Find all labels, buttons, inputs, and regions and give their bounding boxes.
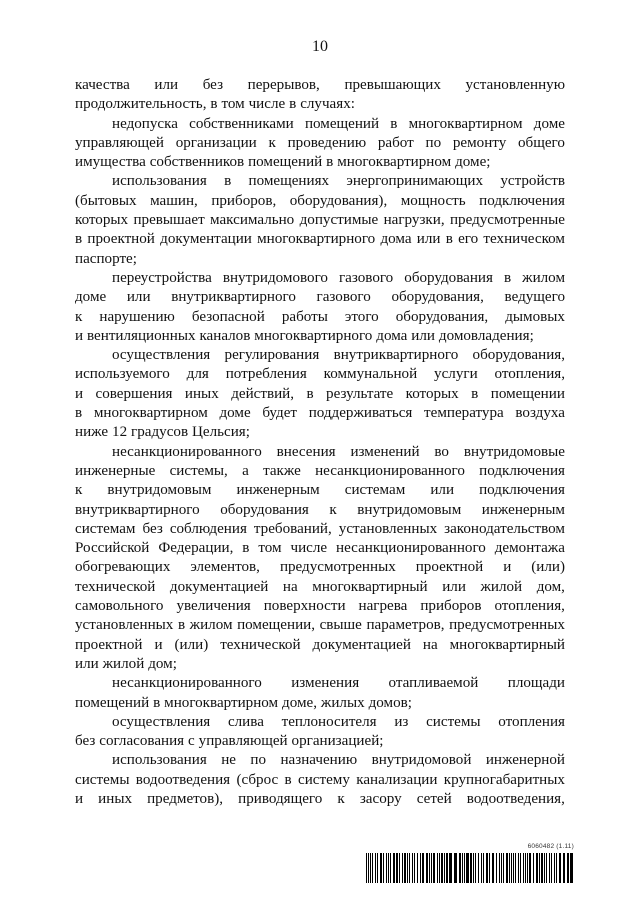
barcode-label: 6060482 (1.11) — [527, 843, 574, 850]
text-line: несанкционированного изменения отапливаемой площади — [112, 675, 565, 692]
text-line: установленных в жилом помещении, свыше параметров, предусмотренных — [75, 617, 565, 634]
text-line: проектной и (или) технической документацией на многоквартирный — [75, 636, 565, 653]
text-line: или жилой дом; — [75, 655, 177, 672]
text-line: Российской Федерации, в том числе несанкционированного демонтажа — [75, 540, 565, 557]
text-line: технической документацией на многоквартирный или жилой дом, — [75, 578, 565, 595]
text-line: использования не по назначению внутридомовой инженерной — [112, 752, 565, 769]
text-line: ниже 12 градусов Цельсия; — [75, 424, 250, 441]
text-line: самовольного увеличения поверхности нагрева приборов отопления, — [75, 598, 565, 615]
text-line: без согласования с управляющей организацией; — [75, 733, 384, 750]
text-line: продолжительность, в том числе в случаях: — [75, 96, 355, 113]
text-line: доме или внутриквартирного газового оборудования, ведущего — [75, 289, 565, 306]
text-line: и иных предметов), приводящего к засору сетей водоотведения, — [75, 790, 565, 807]
text-line: к нарушению безопасной работы этого оборудования, дымовых — [75, 308, 565, 325]
text-line: использования в помещениях энергопринимающих устройств — [112, 173, 565, 190]
text-line: паспорте; — [75, 250, 137, 267]
text-line: инженерные системы, а также несанкционированного подключения — [75, 462, 565, 479]
text-line: несанкционированного внесения изменений во внутридомовые — [112, 443, 565, 460]
text-line: переустройства внутридомового газового оборудования в жилом — [112, 269, 565, 286]
text-line: недопуска собственниками помещений в многоквартирном доме — [112, 115, 565, 132]
text-line: осуществления регулирования внутриквартирного оборудования, — [112, 347, 565, 364]
text-line: обогревающих элементов, предусмотренных проектной и (или) — [75, 559, 565, 576]
document-body — [75, 76, 565, 809]
text-line: осуществления слива теплоносителя из системы отопления — [112, 713, 565, 730]
text-line: используемого для потребления коммунальной услуги отопления, — [75, 366, 565, 383]
text-line: и совершения иных действий, в результате которых в помещении — [75, 385, 565, 402]
text-line: управляющей организации к проведению работ по ремонту общего — [75, 134, 565, 151]
page-number: 10 — [312, 38, 328, 55]
text-line: которых превышает максимально допустимые нагрузки, предусмотренные — [75, 212, 565, 229]
text-line: в многоквартирном доме будет поддерживаться температура воздуха — [75, 405, 565, 422]
text-line: и вентиляционных каналов многоквартирного дома или домовладения; — [75, 327, 534, 344]
barcode-icon — [366, 853, 574, 883]
text-line: качества или без перерывов, превышающих установленную — [75, 77, 565, 93]
text-line: в проектной документации многоквартирного дома или в его техническом — [75, 231, 565, 248]
text-line: внутриквартирного оборудования к внутридомовым инженерным — [75, 501, 565, 518]
text-line: к внутридомовым инженерным системам или подключения — [75, 482, 565, 499]
text-line: системам без соблюдения требований, установленных законодательством — [75, 520, 565, 537]
text-line: имущества собственников помещений в многоквартирном доме; — [75, 154, 491, 171]
text-line: помещений в многоквартирном доме, жилых домов; — [75, 694, 412, 711]
barcode-block — [366, 843, 574, 885]
text-line: (бытовых машин, приборов, оборудования), мощность подключения — [75, 192, 565, 209]
text-line: системы водоотведения (сброс в систему канализации крупногабаритных — [75, 771, 565, 788]
